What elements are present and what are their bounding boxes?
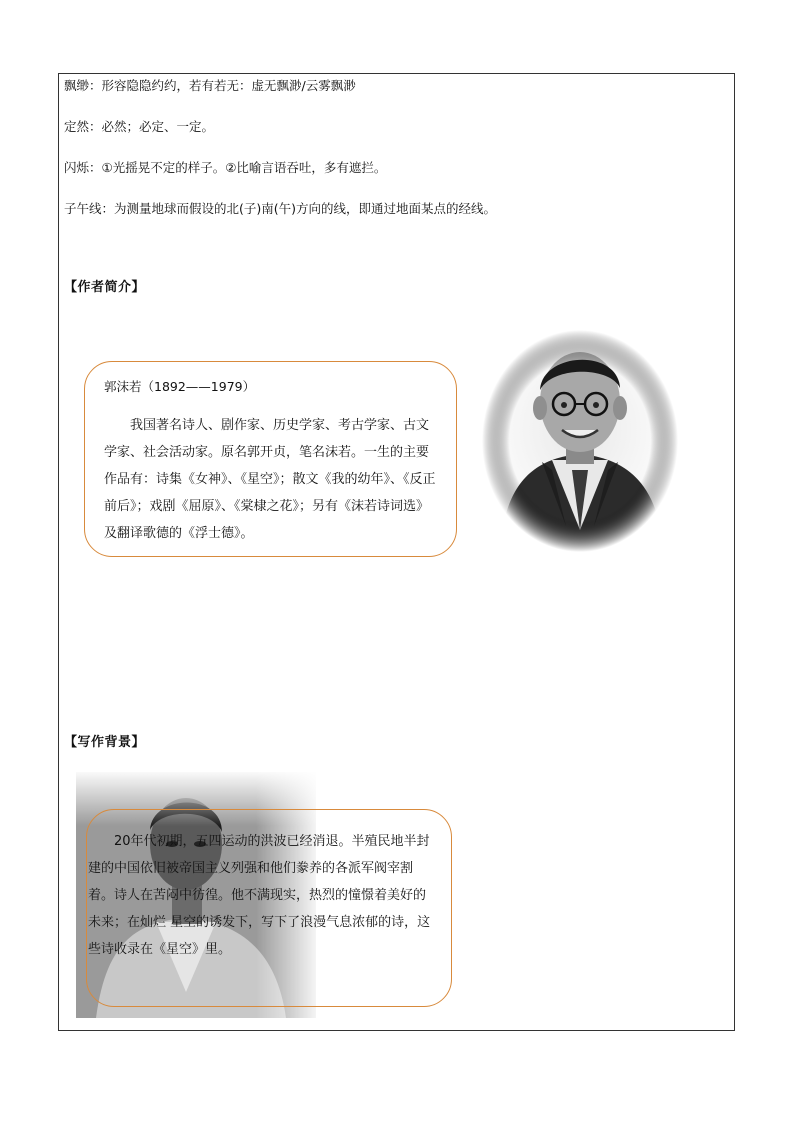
author-name-dates: 郭沫若（1892——1979） [104,379,256,394]
definition-piaomiao: 飘缈：形容隐隐约约，若有若无：虚无飘渺/云雾飘渺 [64,78,356,93]
definition-shanshuo: 闪烁：①光摇晃不定的样子。②比喻言语吞吐，多有遮拦。 [64,160,387,175]
background-text: 20年代初期，五四运动的洪波已经消退。半殖民地半封建的中国依旧被帝国主义列强和他们豢养的各派军阀宰割着。诗人在苦闷中彷徨。他不满现实，热烈的憧憬着美好的未来；在灿烂 星空的诱发下，写下了浪漫气息浓郁的诗，这些诗收录在《星空》里。 [88,834,431,957]
definition-dingran: 定然：必然；必定、一定。 [64,119,215,134]
author-portrait-photo [482,330,678,552]
background-heading: 【写作背景】 [64,735,146,750]
author-heading: 【作者简介】 [64,280,146,295]
author-bio-text: 我国著名诗人、剧作家、历史学家、考古学家、古文学家、社会活动家。原名郭开贞，笔名沫若。一生的主要作品有：诗集《女神》、《星空》；散文《我的幼年》、《反正前后》；戏剧《屈原》、《棠棣之花》；另有《沫若诗词选》及翻译歌德的《浮士德》。 [104,418,436,541]
definition-ziwuxian: 子午线：为测量地球而假设的北(子)南(午)方向的线，即通过地面某点的经线。 [64,201,497,216]
